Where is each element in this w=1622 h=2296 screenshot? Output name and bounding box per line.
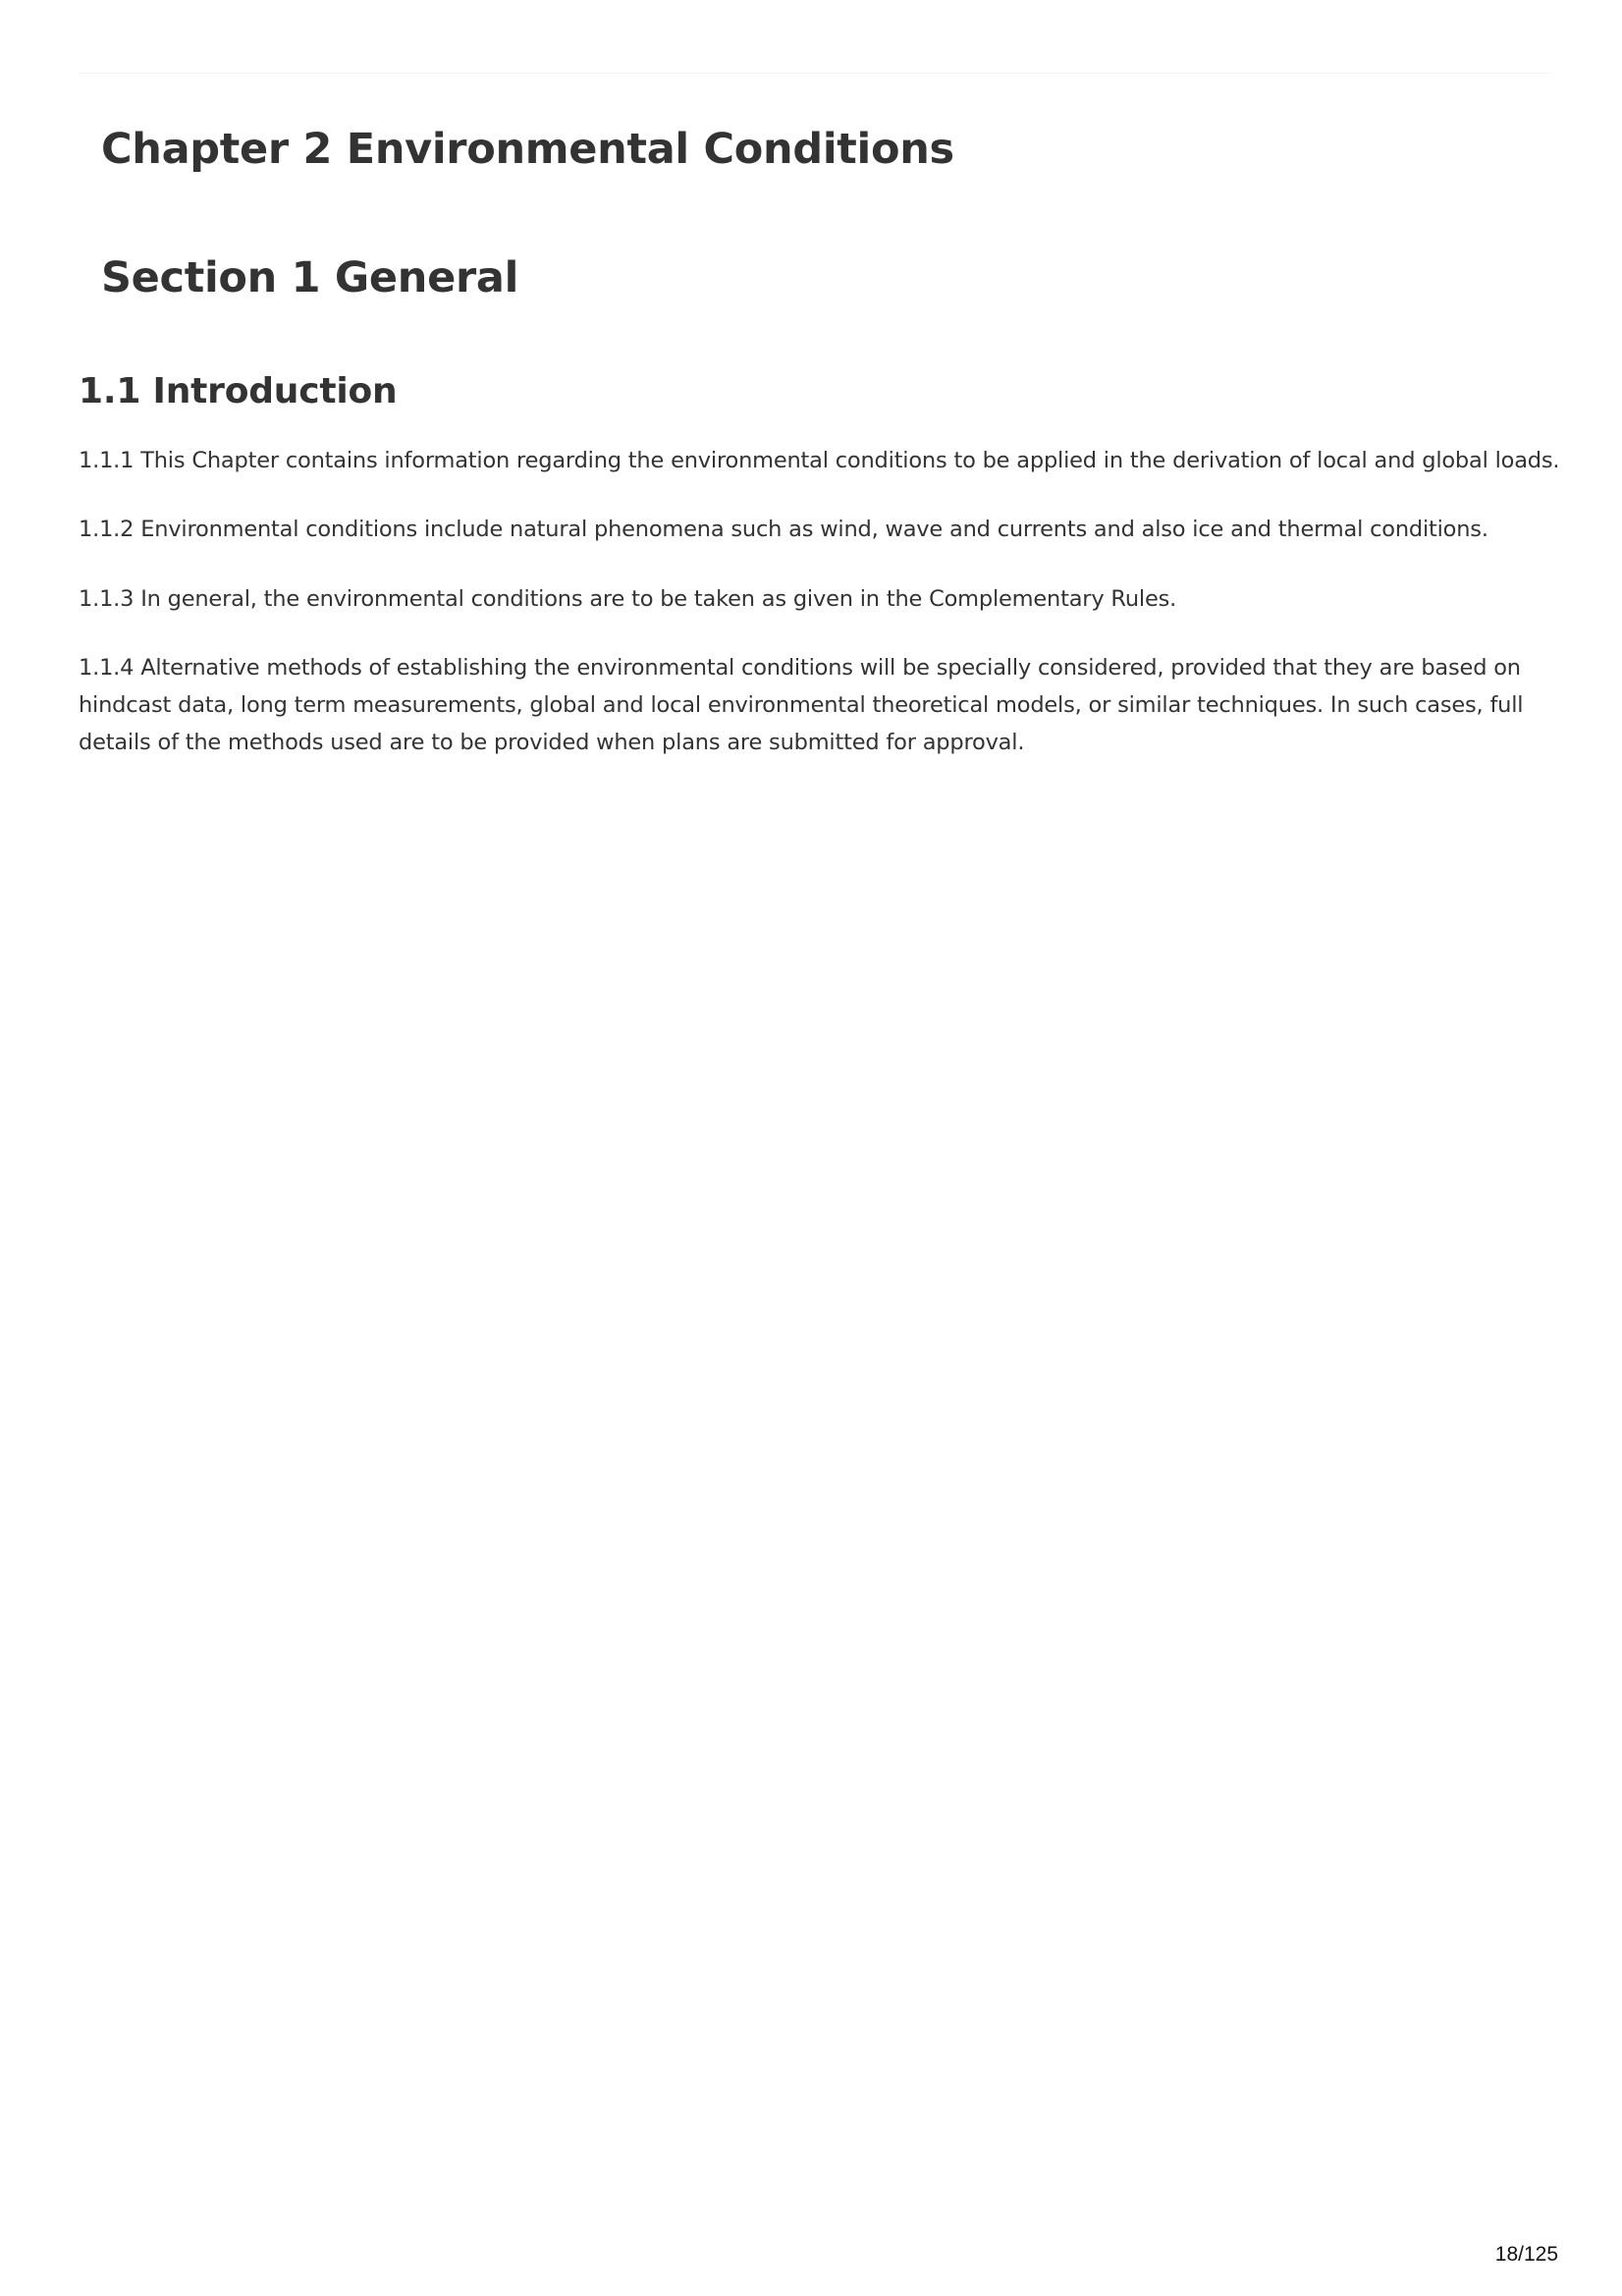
- paragraph-1-1-2: 1.1.2 Environmental conditions include natural phenomena such as wind, wave and currents and also ice and thermal conditions.: [79, 517, 1488, 542]
- subsection-title: 1.1 Introduction: [79, 371, 398, 411]
- header-divider: [79, 73, 1551, 74]
- paragraph-1-1-3: 1.1.3 In general, the environmental conditions are to be taken as given in the Complementary Rules.: [79, 586, 1177, 612]
- paragraph-1-1-4: 1.1.4 Alternative methods of establishing the environmental conditions will be specially considered, provided that they are based on hindcast data, long term measurements, global and local environmental theoretical models, or similar techniques. In such cases, full details of the methods used are to be provided when plans are submitted for approval.: [79, 655, 1524, 755]
- paragraph-1-1-1: 1.1.1 This Chapter contains information regarding the environmental conditions to be applied in the derivation of local and global loads.: [79, 448, 1560, 473]
- page-number: 18/125: [1494, 2243, 1558, 2266]
- chapter-title: Chapter 2 Environmental Conditions: [101, 125, 954, 174]
- section-title: Section 1 General: [101, 253, 519, 302]
